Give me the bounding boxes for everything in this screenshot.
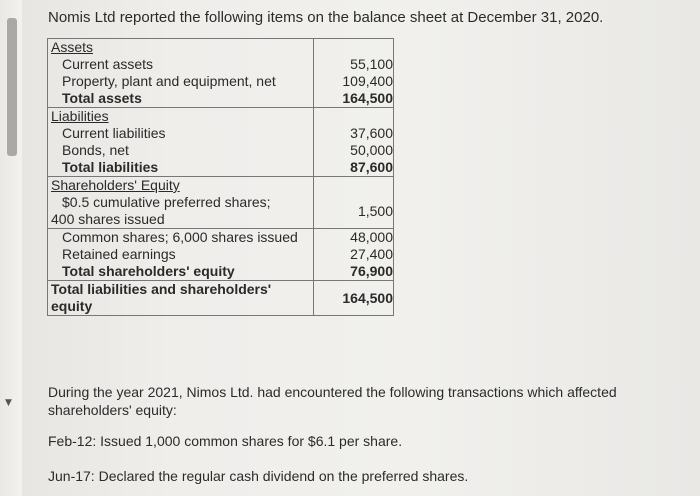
scrollbar-thumb[interactable] bbox=[7, 18, 17, 156]
table-row bbox=[48, 39, 394, 57]
table-row bbox=[48, 229, 394, 247]
assets-section-label: Assets bbox=[48, 39, 314, 57]
total-assets-label: Total assets bbox=[62, 90, 142, 106]
table-row bbox=[48, 56, 394, 73]
total-equity-value: 76,900 bbox=[314, 263, 394, 281]
equity-section-label: Shareholders' Equity bbox=[48, 177, 314, 195]
balance-sheet-table bbox=[47, 38, 394, 316]
table-row bbox=[48, 246, 394, 263]
table-row bbox=[48, 73, 394, 90]
total-le-value: 164,500 bbox=[314, 281, 394, 316]
common-value: 48,000 bbox=[314, 229, 394, 247]
scrollbar-track[interactable] bbox=[0, 0, 22, 496]
total-equity-label: Total shareholders' equity bbox=[62, 263, 235, 279]
preferred-label-line2: 400 shares issued bbox=[51, 211, 165, 227]
retained-value: 27,400 bbox=[314, 246, 394, 263]
total-assets-value: 164,500 bbox=[314, 90, 394, 108]
current-assets-label: Current assets bbox=[62, 56, 154, 72]
table-row bbox=[48, 177, 394, 195]
common-label: Common shares; 6,000 shares issued bbox=[62, 229, 298, 245]
transaction-jun: Jun-17: Declared the regular cash dividend on the preferred shares. bbox=[48, 468, 469, 484]
current-liabilities-value: 37,600 bbox=[314, 125, 394, 142]
table-row bbox=[48, 90, 394, 108]
table-row bbox=[48, 125, 394, 142]
table-row bbox=[48, 108, 394, 126]
table-row bbox=[48, 263, 394, 281]
bonds-label: Bonds, net bbox=[62, 142, 129, 158]
scroll-down-arrow-icon[interactable]: ▼ bbox=[5, 398, 12, 408]
total-liabilities-label: Total liabilities bbox=[62, 159, 159, 175]
total-le-label-line1: Total liabilities and shareholders' bbox=[51, 281, 272, 297]
current-liabilities-label: Current liabilities bbox=[62, 125, 166, 141]
current-assets-value: 55,100 bbox=[314, 56, 394, 73]
ppe-label: Property, plant and equipment, net bbox=[62, 73, 276, 89]
page-heading: Nomis Ltd reported the following items on the balance sheet at December 31, 2020. bbox=[48, 9, 604, 26]
retained-label: Retained earnings bbox=[62, 246, 176, 262]
total-liabilities-value: 87,600 bbox=[314, 159, 394, 177]
table-row bbox=[48, 142, 394, 159]
preferred-label-line1: $0.5 cumulative preferred shares; bbox=[62, 194, 271, 210]
preferred-value: 1,500 bbox=[314, 194, 394, 229]
ppe-value: 109,400 bbox=[314, 73, 394, 90]
table-row bbox=[48, 281, 394, 316]
transactions-intro: During the year 2021, Nimos Ltd. had encountered the following transactions which affected shareholders' equity: bbox=[48, 384, 617, 418]
bonds-value: 50,000 bbox=[314, 142, 394, 159]
table-row bbox=[48, 159, 394, 177]
transaction-feb: Feb-12: Issued 1,000 common shares for $6.1 per share. bbox=[48, 433, 403, 449]
liabilities-section-label: Liabilities bbox=[48, 108, 314, 126]
total-le-label-line2: equity bbox=[51, 298, 93, 314]
table-row bbox=[48, 194, 394, 229]
